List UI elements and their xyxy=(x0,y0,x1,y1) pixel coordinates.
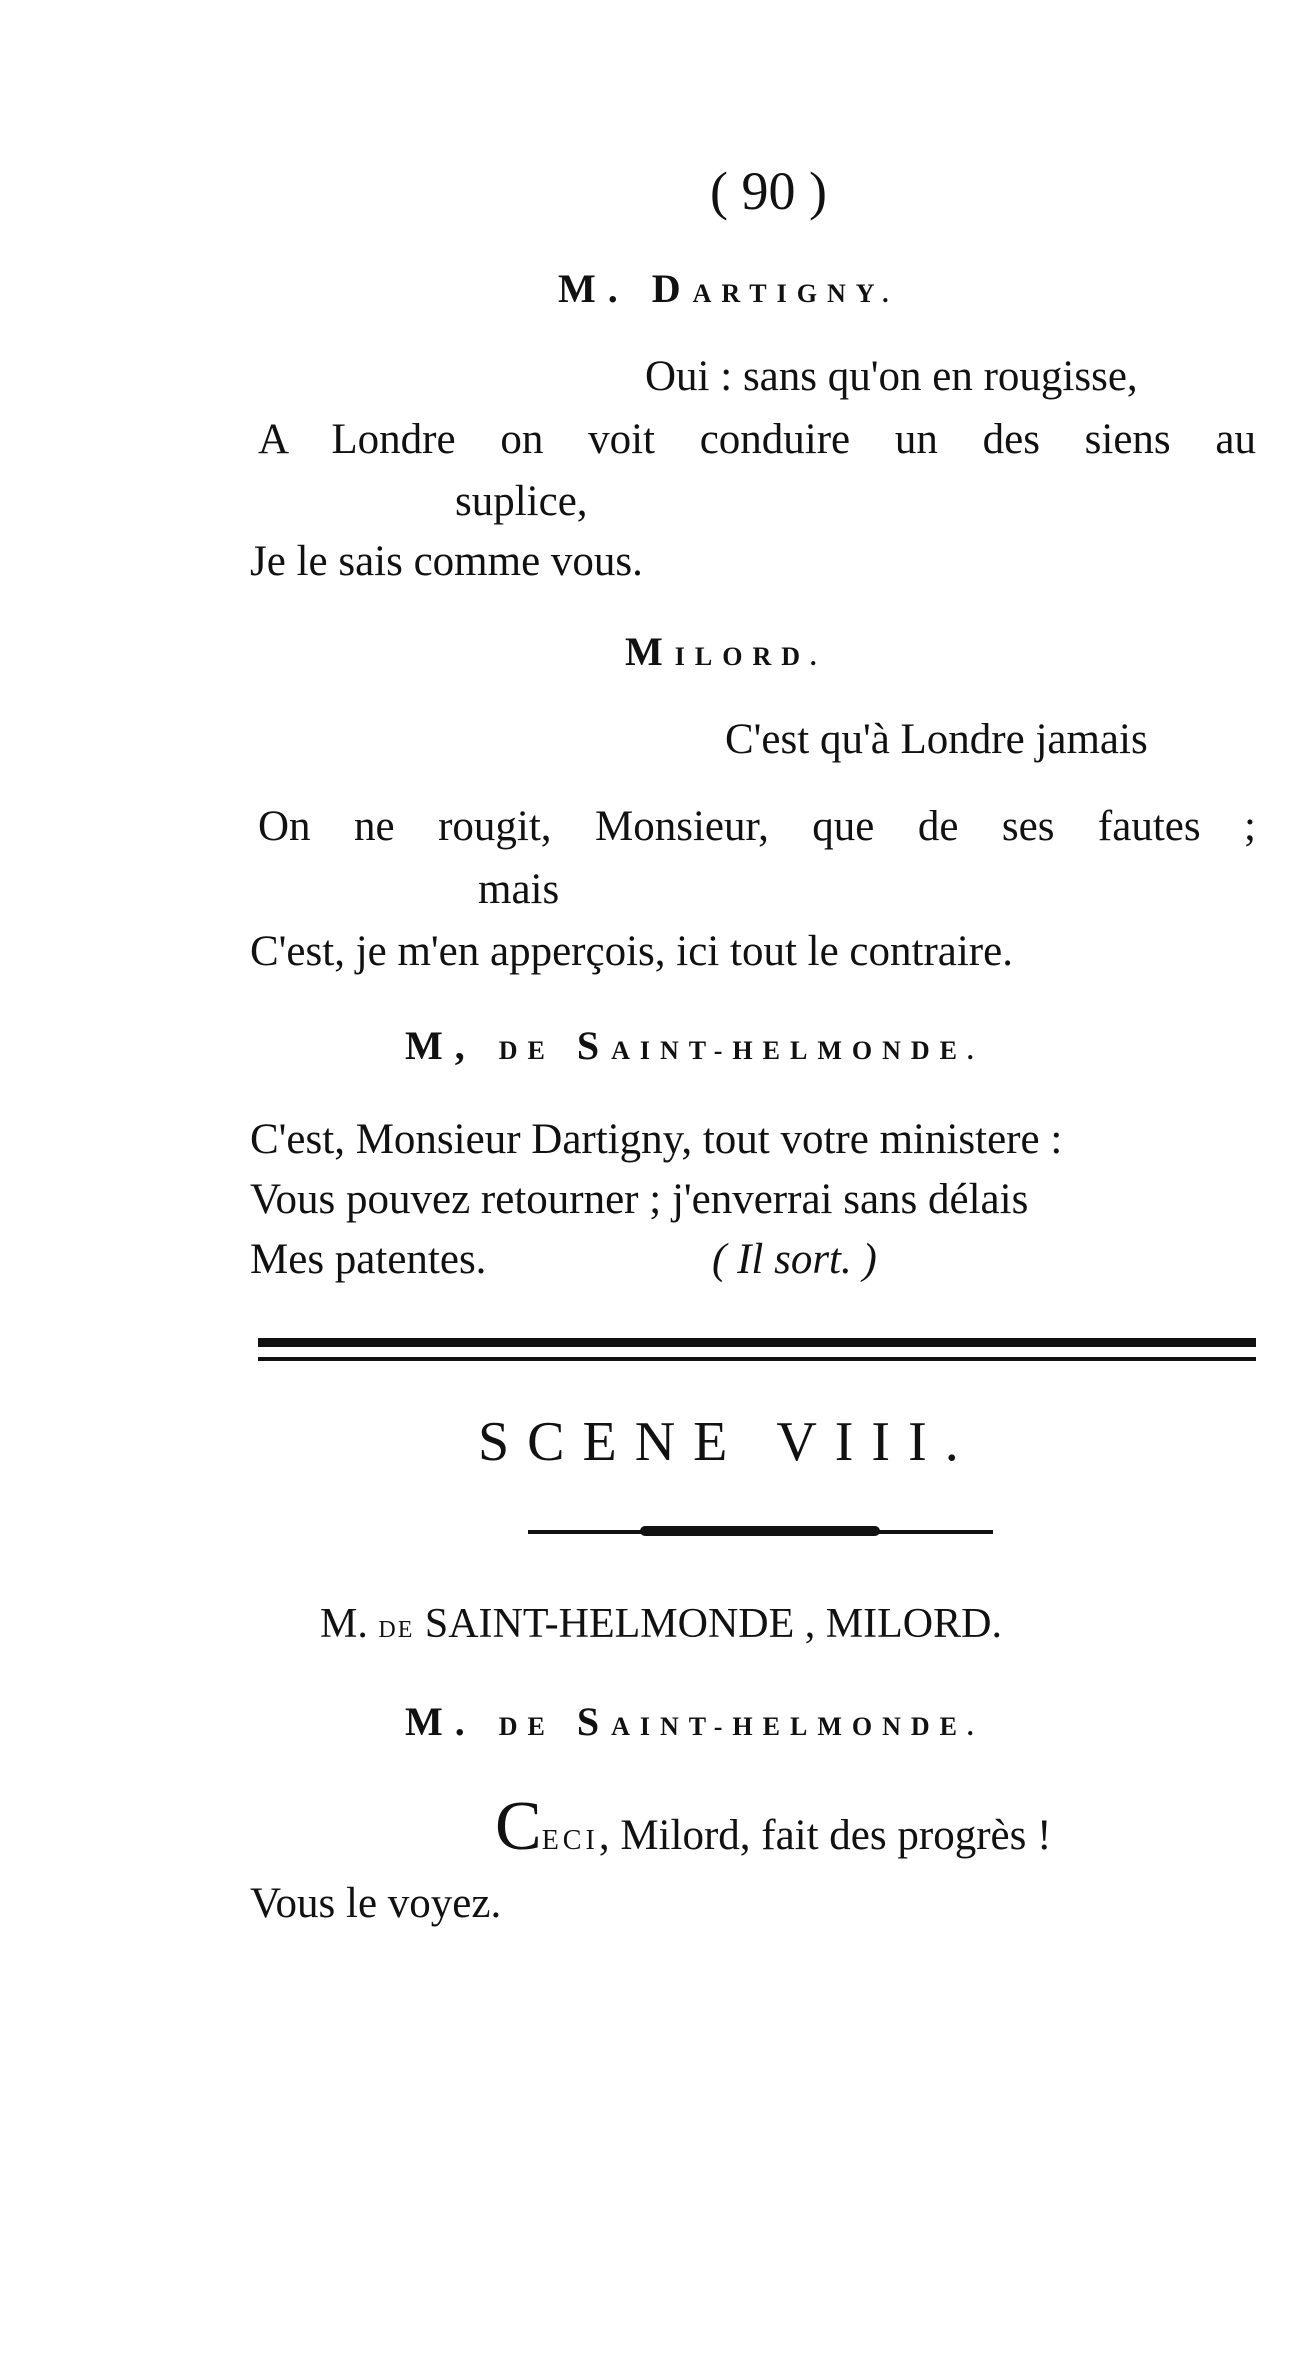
speech-line: mais xyxy=(478,866,560,913)
speech-line: Je le sais comme vous. xyxy=(250,538,643,585)
speech-line: suplice, xyxy=(455,478,588,525)
speech-line: C'est qu'à Londre jamais xyxy=(725,716,1148,763)
speaker-milord xyxy=(625,628,827,675)
speaker-initial: S xyxy=(554,1023,612,1068)
speaker-initial: M. D xyxy=(558,266,693,311)
stage-direction: ( Il sort. ) xyxy=(712,1236,877,1283)
speech-line: Mes patentes. xyxy=(250,1236,487,1283)
speech-line: On ne rougit, Monsieur, que de ses fautes ; xyxy=(258,803,1256,850)
ornament-rule-center xyxy=(640,1526,880,1536)
speaker-saint-helmonde-2 xyxy=(405,1698,984,1745)
speaker-prefix: M, xyxy=(405,1023,499,1068)
drop-cap-rest: ECI xyxy=(541,1825,599,1856)
speech-first-line xyxy=(495,1788,1052,1865)
speaker-prefix: M. xyxy=(405,1699,477,1744)
speaker-de: DE xyxy=(498,1712,555,1741)
cast-de: DE xyxy=(378,1617,415,1643)
speaker-rest: AINT-HELMONDE. xyxy=(611,1712,984,1741)
scene-title: SCENE VIII. xyxy=(478,1411,977,1473)
scene-cast xyxy=(320,1600,1002,1648)
speech-line: Vous le voyez. xyxy=(250,1880,502,1927)
speaker-rest: ILORD. xyxy=(674,642,827,671)
speaker-rest: ARTIGNY. xyxy=(692,279,899,308)
speaker-de: DE xyxy=(498,1036,555,1065)
speaker-initial: S xyxy=(554,1699,612,1744)
speech-line: Vous pouvez retourner ; j'enverrai sans délais xyxy=(250,1176,1029,1223)
cast-rest: SAINT-HELMONDE , MILORD. xyxy=(414,1601,1002,1647)
speaker-saint-helmonde xyxy=(405,1022,984,1069)
speech-line: Oui : sans qu'on en rougisse, xyxy=(645,353,1138,400)
speech-line: A Londre on voit conduire un des siens au xyxy=(258,416,1256,463)
speech-line: C'est, Monsieur Dartigny, tout votre ministere : xyxy=(250,1116,1063,1163)
first-line-text: , Milord, fait des progrès ! xyxy=(598,1812,1052,1859)
section-rule-thick xyxy=(258,1338,1256,1347)
page-number: ( 90 ) xyxy=(710,161,827,221)
drop-cap: C xyxy=(495,1788,542,1865)
speaker-rest: AINT-HELMONDE. xyxy=(611,1036,984,1065)
cast-m: M. xyxy=(320,1601,368,1647)
speaker-initial: M xyxy=(625,629,675,674)
section-rule-thin xyxy=(258,1357,1256,1361)
speech-line: C'est, je m'en apperçois, ici tout le contraire. xyxy=(250,928,1013,975)
speaker-dartigny xyxy=(558,265,899,312)
